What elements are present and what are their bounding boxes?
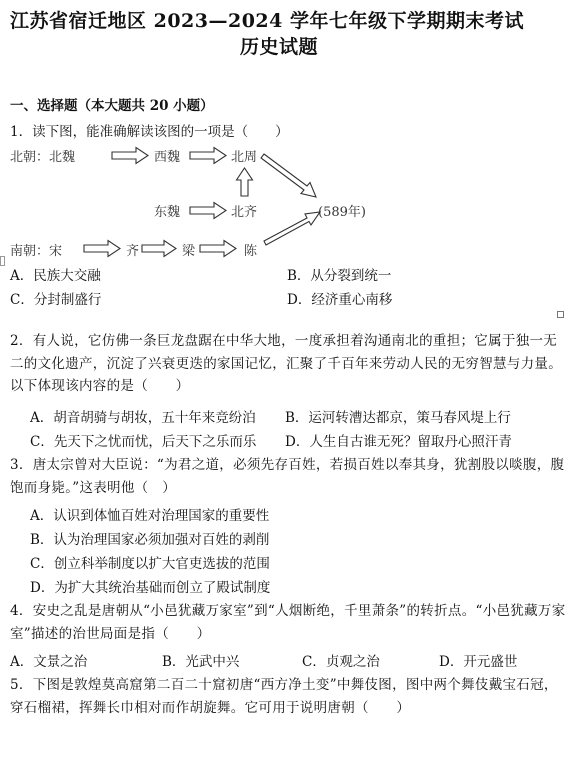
diagram-north-qi: 北齐 <box>231 205 258 220</box>
q4-option-a: A．文景之治 <box>10 654 88 670</box>
diagram-west-wei: 西魏 <box>154 150 181 165</box>
small-marker <box>557 311 564 318</box>
q2-stem: 2．有人说，它仿佛一条巨龙盘踞在中华大地，一度承担着沟通南北的重担；它属于独一无二的文化遗产，沉淀了兴衰更迭的家国记忆，汇聚了千百年来劳动人民的无穷智慧与力量。以下体现该内容的是（ ） <box>10 333 562 394</box>
q4-stem: 4．安史之乱是唐朝从“小邑犹藏万家室”到“人烟断绝，千里萧条”的转折点。“小邑犹藏万家室”描述的治世局面是指（ ） <box>10 603 566 642</box>
q1-option-b: B．从分裂到统一 <box>287 268 392 284</box>
q1-option-d: D．经济重心南移 <box>287 292 393 308</box>
q3-option-c: C．创立科举制度以扩大官吏选拔的范围 <box>30 556 270 572</box>
arrow-beiqi-beizhou <box>237 168 253 196</box>
diagram-qi: 齐 <box>126 244 140 259</box>
arrow-liang-chen <box>200 241 236 257</box>
q1-option-a: A．民族大交融 <box>10 268 101 284</box>
q3-option-a: A．认识到体恤百姓对治理国家的重要性 <box>30 508 270 524</box>
q5-stem: 5．下图是敦煌莫高窟第二百二十窟初唐“西方净土变”中舞伎图，图中两个舞伎戴宝石冠，穿石榴裙，挥舞长巾相对而作胡旋舞。它可用于说明唐朝（ ） <box>10 677 558 716</box>
diagram-north-zhou: 北周 <box>231 150 258 165</box>
arrow-beiwei-xiwei <box>112 148 148 164</box>
q2-option-b: B．运河转漕达都京，策马春风堤上行 <box>285 410 511 426</box>
q4-option-b: B．光武中兴 <box>162 654 240 670</box>
margin-marker <box>0 256 5 266</box>
q2-option-a: A．胡音胡骑与胡妆，五十年来竞纷泊 <box>30 410 256 426</box>
section-heading: 一、选择题（本大题共 20 小题） <box>10 98 214 114</box>
title-line-1: 江苏省宿迁地区 2023—2024 学年七年级下学期期末考试 <box>10 10 524 32</box>
q3-stem: 3．唐太宗曾对大臣说：“为君之道，必须先存百姓，若损百姓以奉其身，犹割股以啖腹，腹饱而身毙。”这表明他（ ） <box>10 457 565 496</box>
q3-option-d: D．为扩大其统治基础而创立了殿试制度 <box>30 580 271 596</box>
q4-option-c: C．贞观之治 <box>302 654 380 670</box>
diagram-chen: 陈 <box>244 244 258 259</box>
arrow-beizhou-589 <box>261 154 316 197</box>
q1-stem: 1．读下图，能准确解读该图的一项是（ ） <box>10 124 289 140</box>
q3-option-b: B．认为治理国家必须加强对百姓的剥削 <box>30 532 270 548</box>
arrow-chen-589 <box>264 212 320 245</box>
diagram-year: (589年) <box>318 205 366 220</box>
diagram-south-label: 南朝：宋 <box>10 244 63 259</box>
q1-option-c: C．分封制盛行 <box>10 292 102 308</box>
q2-option-c: C．先天下之忧而忧，后天下之乐而乐 <box>30 434 257 450</box>
title-line-2: 历史试题 <box>240 36 319 58</box>
q4-option-d: D．开元盛世 <box>439 654 518 670</box>
arrow-xiwei-beizhou <box>190 148 226 164</box>
arrow-dongwei-beiqi <box>190 203 226 219</box>
q2-option-d: D．人生自古谁无死？留取丹心照汗青 <box>285 434 512 450</box>
arrow-song-qi <box>84 241 120 257</box>
arrow-qi-liang <box>142 241 176 257</box>
diagram-north-label: 北朝：北魏 <box>10 150 76 165</box>
diagram-liang: 梁 <box>182 244 196 259</box>
diagram-east-wei: 东魏 <box>154 205 181 220</box>
